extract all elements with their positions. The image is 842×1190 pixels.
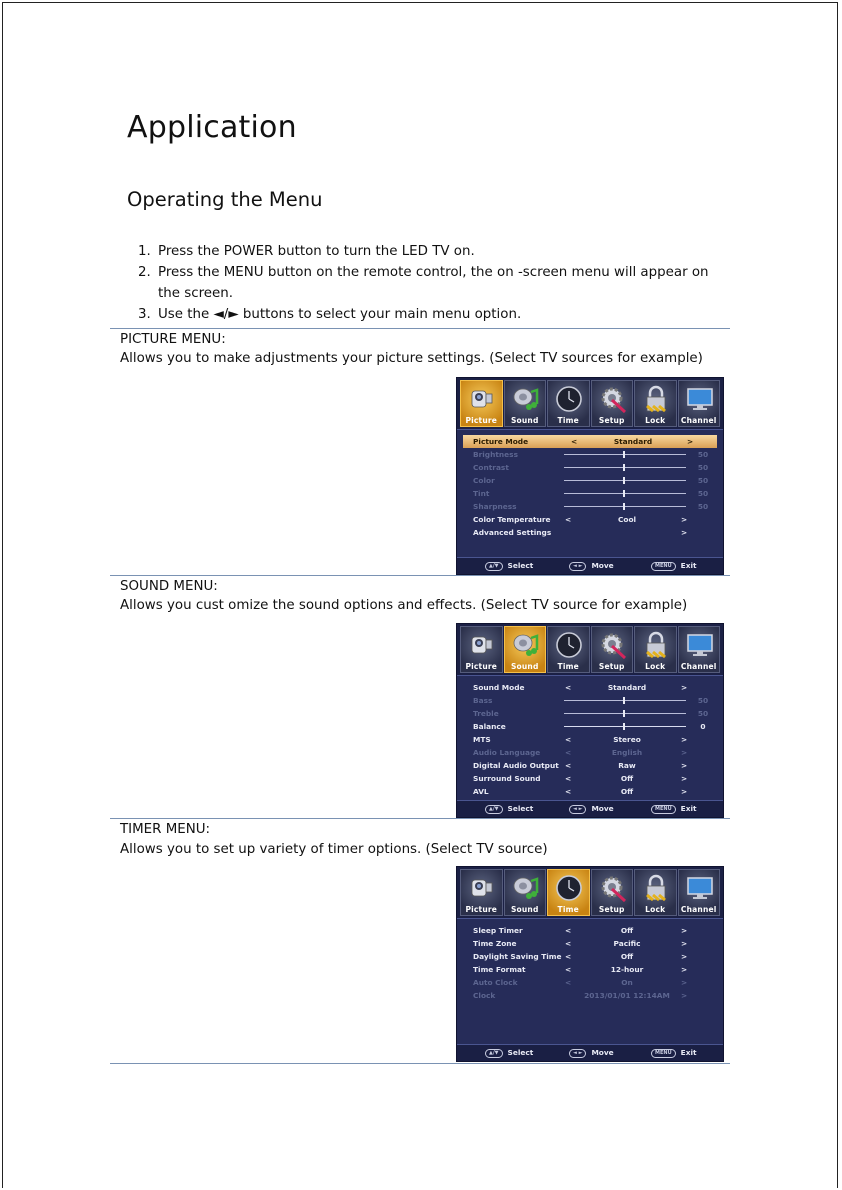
- divider: [110, 818, 730, 819]
- menu-tab-bar: [457, 378, 723, 430]
- row-value: 12-hour: [610, 965, 644, 974]
- row-label: Color: [473, 476, 495, 485]
- timer-menu-title: TIMER MENU:: [120, 822, 211, 837]
- right-arrow-icon[interactable]: >: [681, 735, 688, 744]
- exit-hint-key-icon: MENU: [651, 805, 676, 814]
- tab-picture[interactable]: [460, 380, 503, 427]
- divider: [110, 328, 730, 329]
- menu-tab-bar: [457, 867, 723, 919]
- tab-channel[interactable]: [678, 380, 721, 427]
- slider-knob[interactable]: [623, 464, 625, 471]
- tab-sound[interactable]: [504, 869, 547, 916]
- left-arrow-icon[interactable]: <: [565, 952, 572, 961]
- row-value: 0: [700, 722, 706, 731]
- slider-knob[interactable]: [623, 503, 625, 510]
- row-value: 50: [697, 709, 709, 718]
- tab-picture[interactable]: [460, 626, 503, 673]
- slider-track[interactable]: [564, 454, 686, 455]
- tab-lock[interactable]: [634, 380, 677, 427]
- left-arrow-icon[interactable]: <: [565, 926, 572, 935]
- move-hint-key-icon: ◄ ►: [569, 562, 586, 571]
- right-arrow-icon[interactable]: >: [681, 748, 688, 757]
- row-value: Standard: [607, 683, 647, 692]
- menu-row-color-temperature[interactable]: [457, 513, 723, 526]
- step-2: 2. Press the MENU button on the remote control, the on -screen menu will appear on: [138, 265, 709, 280]
- row-label: Bass: [473, 696, 493, 705]
- left-arrow-icon[interactable]: <: [571, 437, 578, 446]
- right-arrow-icon[interactable]: >: [681, 939, 688, 948]
- tab-channel[interactable]: [678, 869, 721, 916]
- tab-time[interactable]: [547, 869, 590, 916]
- slider-track[interactable]: [564, 700, 686, 701]
- menu-row-time-format[interactable]: [457, 963, 723, 976]
- menu-row-treble[interactable]: [457, 707, 723, 720]
- tab-label: Channel: [680, 416, 717, 425]
- left-arrow-icon[interactable]: <: [565, 748, 572, 757]
- menu-row-bass[interactable]: [457, 694, 723, 707]
- step-2-continued: the screen.: [158, 286, 234, 301]
- move-hint: [569, 804, 614, 814]
- move-hint-label: Move: [591, 561, 614, 570]
- tab-lock[interactable]: [634, 626, 677, 673]
- menu-row-sound-mode[interactable]: [457, 681, 723, 694]
- tab-label: Picture: [465, 905, 498, 914]
- menu-rows: [457, 676, 723, 798]
- right-arrow-icon[interactable]: >: [687, 437, 694, 446]
- menu-footer: [457, 557, 723, 574]
- menu-row-balance[interactable]: [457, 720, 723, 733]
- row-label: Audio Language: [473, 748, 541, 757]
- menu-row-auto-clock[interactable]: [457, 976, 723, 989]
- left-arrow-icon[interactable]: <: [565, 515, 572, 524]
- divider: [110, 1063, 730, 1064]
- row-label: AVL: [473, 787, 489, 796]
- left-arrow-icon[interactable]: <: [565, 965, 572, 974]
- exit-hint-label: Exit: [680, 561, 697, 570]
- menu-row-time-zone[interactable]: [457, 937, 723, 950]
- step-1: 1. Press the POWER button to turn the LED TV on.: [138, 244, 475, 259]
- row-label: Balance: [473, 722, 506, 731]
- row-label: Digital Audio Output: [473, 761, 559, 770]
- tab-time[interactable]: [547, 626, 590, 673]
- right-arrow-icon[interactable]: >: [681, 991, 688, 1000]
- row-label: Sleep Timer: [473, 926, 523, 935]
- tab-label: Channel: [680, 662, 717, 671]
- instruction-list: [138, 241, 709, 325]
- tab-setup[interactable]: [591, 380, 634, 427]
- tab-label: Setup: [598, 662, 625, 671]
- menu-footer: [457, 1044, 723, 1061]
- sound-menu-description: Allows you cust omize the sound options and effects. (Select TV source for example): [120, 598, 688, 613]
- tab-label: Sound: [510, 905, 539, 914]
- left-arrow-icon[interactable]: <: [565, 774, 572, 783]
- tab-label: Lock: [645, 905, 666, 914]
- tab-label: Time: [557, 416, 579, 425]
- right-arrow-icon[interactable]: >: [681, 965, 688, 974]
- move-hint-label: Move: [591, 804, 614, 813]
- right-arrow-icon[interactable]: >: [681, 774, 688, 783]
- right-arrow-icon[interactable]: >: [681, 515, 688, 524]
- page-title: Application: [127, 110, 297, 145]
- select-hint-label: Select: [507, 1048, 534, 1057]
- tab-time[interactable]: [547, 380, 590, 427]
- exit-hint-key-icon: MENU: [651, 1049, 676, 1058]
- left-arrow-icon[interactable]: <: [565, 761, 572, 770]
- select-hint-label: Select: [507, 561, 534, 570]
- tab-label: Picture: [465, 416, 498, 425]
- slider-track[interactable]: [564, 713, 686, 714]
- menu-footer: [457, 800, 723, 817]
- tab-setup[interactable]: [591, 869, 634, 916]
- select-hint-key-icon: ▲/▼: [485, 805, 503, 814]
- menu-row-surround-sound[interactable]: [457, 772, 723, 785]
- row-label: Contrast: [473, 463, 509, 472]
- tab-label: Channel: [680, 905, 717, 914]
- slider-track[interactable]: [564, 726, 686, 727]
- menu-row-mts[interactable]: [457, 733, 723, 746]
- move-hint: [569, 1048, 614, 1058]
- menu-row-daylight-saving-time[interactable]: [457, 950, 723, 963]
- slider-track[interactable]: [564, 506, 686, 507]
- menu-rows: [457, 430, 723, 539]
- right-arrow-icon[interactable]: >: [681, 683, 688, 692]
- row-label: Auto Clock: [473, 978, 518, 987]
- row-value: On: [621, 978, 633, 987]
- menu-row-clock[interactable]: [457, 989, 723, 1002]
- row-label: Treble: [473, 709, 499, 718]
- tab-label: Sound: [510, 416, 539, 425]
- exit-hint: [651, 804, 697, 814]
- menu-row-sharpness[interactable]: [457, 500, 723, 513]
- timer-menu-description: Allows you to set up variety of timer options. (Select TV source): [120, 842, 548, 857]
- menu-row-picture-mode[interactable]: [463, 435, 717, 448]
- row-label: Picture Mode: [473, 437, 529, 446]
- menu-row-contrast[interactable]: [457, 461, 723, 474]
- menu-row-advanced-settings[interactable]: [457, 526, 723, 539]
- menu-row-digital-audio-output[interactable]: [457, 759, 723, 772]
- menu-row-color[interactable]: [457, 474, 723, 487]
- menu-row-tint[interactable]: [457, 487, 723, 500]
- menu-row-avl[interactable]: [457, 785, 723, 798]
- move-hint-label: Move: [591, 1048, 614, 1057]
- slider-track[interactable]: [564, 480, 686, 481]
- slider-track[interactable]: [564, 493, 686, 494]
- right-arrow-icon[interactable]: >: [681, 952, 688, 961]
- tab-label: Time: [557, 905, 579, 914]
- row-label: Tint: [473, 489, 490, 498]
- tab-sound[interactable]: [504, 626, 547, 673]
- row-value: 50: [697, 489, 709, 498]
- select-hint-key-icon: ▲/▼: [485, 1049, 503, 1058]
- row-value: Off: [620, 774, 634, 783]
- slider-knob[interactable]: [623, 477, 625, 484]
- row-value: Off: [620, 952, 634, 961]
- picture-menu-title: PICTURE MENU:: [120, 332, 226, 347]
- row-value: 50: [697, 476, 709, 485]
- divider: [110, 575, 730, 576]
- slider-knob[interactable]: [623, 451, 625, 458]
- exit-hint-label: Exit: [680, 804, 697, 813]
- tab-sound[interactable]: [504, 380, 547, 427]
- menu-row-audio-language[interactable]: [457, 746, 723, 759]
- row-label: Time Zone: [473, 939, 517, 948]
- row-value: Off: [620, 926, 634, 935]
- tab-label: Setup: [598, 905, 625, 914]
- left-arrow-icon[interactable]: <: [565, 978, 572, 987]
- tab-label: Setup: [598, 416, 625, 425]
- row-value: 50: [697, 463, 709, 472]
- select-hint: [485, 1048, 533, 1058]
- row-value: Pacific: [613, 939, 641, 948]
- row-value: Off: [620, 787, 634, 796]
- row-label: Clock: [473, 991, 496, 1000]
- move-hint: [569, 561, 614, 571]
- row-value: 50: [697, 696, 709, 705]
- row-value: 50: [697, 502, 709, 511]
- timer-menu-screen: [456, 866, 724, 1062]
- row-label: Advanced Settings: [473, 528, 552, 537]
- select-hint-key-icon: ▲/▼: [485, 562, 503, 571]
- picture-menu-description: Allows you to make adjustments your picture settings. (Select TV sources for example): [120, 351, 703, 366]
- section-heading: Operating the Menu: [127, 188, 323, 211]
- row-label: Surround Sound: [473, 774, 541, 783]
- menu-row-sleep-timer[interactable]: [457, 924, 723, 937]
- left-arrow-icon[interactable]: <: [565, 683, 572, 692]
- step-3: 3. Use the ◄/► buttons to select your main menu option.: [138, 307, 522, 322]
- select-hint: [485, 804, 533, 814]
- exit-hint: [651, 1048, 697, 1058]
- tab-label: Sound: [510, 662, 539, 671]
- move-hint-key-icon: ◄ ►: [569, 805, 586, 814]
- slider-track[interactable]: [564, 467, 686, 468]
- right-arrow-icon[interactable]: >: [681, 761, 688, 770]
- row-label: Daylight Saving Time: [473, 952, 562, 961]
- sound-menu-title: SOUND MENU:: [120, 579, 218, 594]
- row-value: Raw: [618, 761, 636, 770]
- slider-knob[interactable]: [623, 697, 625, 704]
- slider-knob[interactable]: [623, 710, 625, 717]
- tab-label: Picture: [465, 662, 498, 671]
- tab-setup[interactable]: [591, 626, 634, 673]
- picture-menu-screen: [456, 377, 724, 575]
- right-arrow-icon[interactable]: >: [681, 978, 688, 987]
- tab-lock[interactable]: [634, 869, 677, 916]
- menu-tab-bar: [457, 624, 723, 676]
- menu-rows: [457, 919, 723, 1002]
- tab-label: Time: [557, 662, 579, 671]
- row-label: Time Format: [473, 965, 526, 974]
- tab-label: Lock: [645, 662, 666, 671]
- row-value: Standard: [613, 437, 653, 446]
- tab-label: Lock: [645, 416, 666, 425]
- sound-menu-screen: [456, 623, 724, 818]
- exit-hint-key-icon: MENU: [651, 562, 676, 571]
- row-label: Color Temperature: [473, 515, 551, 524]
- row-label: Brightness: [473, 450, 518, 459]
- select-hint: [485, 561, 533, 571]
- left-arrow-icon[interactable]: <: [565, 939, 572, 948]
- right-arrow-icon[interactable]: >: [681, 787, 688, 796]
- select-hint-label: Select: [507, 804, 534, 813]
- row-value: Stereo: [613, 735, 641, 744]
- slider-knob[interactable]: [623, 723, 625, 730]
- right-arrow-icon[interactable]: >: [681, 528, 688, 537]
- exit-hint-label: Exit: [680, 1048, 697, 1057]
- right-arrow-icon[interactable]: >: [681, 926, 688, 935]
- exit-hint: [651, 561, 697, 571]
- row-value: Cool: [617, 515, 637, 524]
- row-label: Sharpness: [473, 502, 517, 511]
- slider-knob[interactable]: [623, 490, 625, 497]
- row-value: 2013/01/01 12:14AM: [584, 991, 670, 1000]
- left-arrow-icon[interactable]: <: [565, 787, 572, 796]
- left-arrow-icon[interactable]: <: [565, 735, 572, 744]
- tab-picture[interactable]: [460, 869, 503, 916]
- menu-row-brightness[interactable]: [457, 448, 723, 461]
- row-label: Sound Mode: [473, 683, 525, 692]
- tab-channel[interactable]: [678, 626, 721, 673]
- row-value: English: [611, 748, 643, 757]
- row-value: 50: [697, 450, 709, 459]
- move-hint-key-icon: ◄ ►: [569, 1049, 586, 1058]
- row-label: MTS: [473, 735, 491, 744]
